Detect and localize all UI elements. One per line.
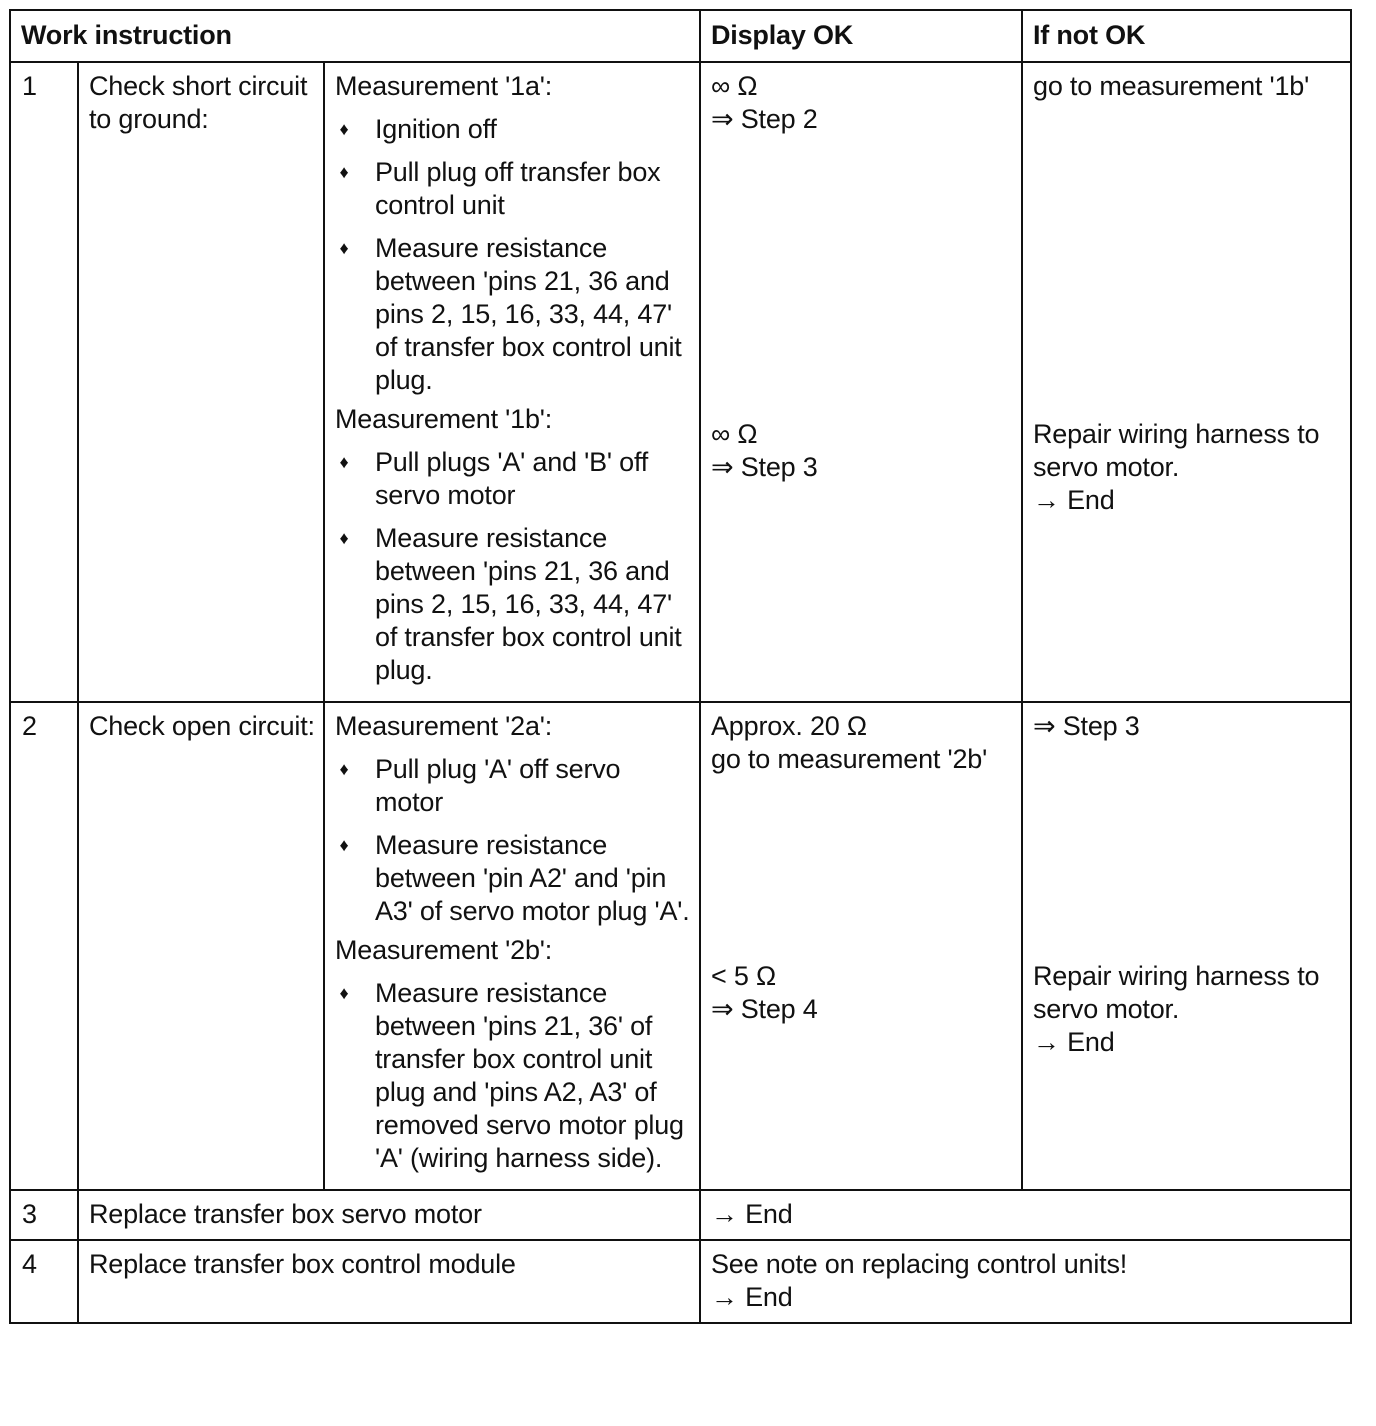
diamond-bullet-icon: ♦ [339, 528, 349, 548]
step-2-not-ok [1022, 702, 1351, 1190]
diamond-bullet-icon: ♦ [339, 759, 349, 779]
step-2-display-ok [700, 702, 1022, 1190]
list-item: ♦ Measure resistance between 'pin A2' and 'pin A3' of servo motor plug 'A'. [335, 829, 691, 928]
step-4-result [700, 1240, 1351, 1323]
step-3-result [700, 1190, 1351, 1240]
step-4-result-note: See note on replacing control units! [711, 1249, 1128, 1279]
list-item: ♦ Pull plugs 'A' and 'B' off servo motor [335, 446, 691, 512]
list-item: ♦ Pull plug 'A' off servo motor [335, 753, 691, 819]
header-if-not-ok: If not OK [1022, 10, 1351, 62]
step-3-instruction: Replace transfer box servo motor [78, 1190, 700, 1240]
not-ok-1b-end: → End [1033, 485, 1115, 515]
work-instruction-table [9, 9, 1352, 1324]
not-ok-2b-end: → End [1033, 1027, 1115, 1057]
step-2-measurements [324, 702, 700, 1190]
not-ok-2a: ⇒ Step 3 [1033, 711, 1140, 741]
measurement-1a-label: Measurement '1a': [335, 71, 553, 101]
step-3-number: 3 [10, 1190, 78, 1240]
display-ok-1b-next: ⇒ Step 3 [711, 452, 818, 482]
list-item: ♦ Measure resistance between 'pins 21, 36' of transfer box control unit plug and 'pins A2, A3' of removed servo motor plug 'A' (wiring harness side). [335, 977, 691, 1175]
display-ok-2b-value: < 5 Ω [711, 961, 776, 991]
not-ok-1a: go to measurement '1b' [1033, 71, 1310, 101]
header-row [10, 10, 1351, 62]
step-1-display-ok [700, 62, 1022, 702]
diamond-bullet-icon: ♦ [339, 162, 349, 182]
display-ok-1a-value: ∞ Ω [711, 71, 758, 101]
measurement-2b-label: Measurement '2b': [335, 935, 553, 965]
step-2-title: Check open circuit: [78, 702, 324, 1190]
step-4-row [10, 1240, 1351, 1323]
step-2-number: 2 [10, 702, 78, 1190]
measurement-1a-bullets [335, 113, 691, 397]
display-ok-1a-next: ⇒ Step 2 [711, 104, 818, 134]
list-item: ♦ Measure resistance between 'pins 21, 36 and pins 2, 15, 16, 33, 44, 47' of transfer box control unit plug. [335, 232, 691, 397]
display-ok-2a-value: Approx. 20 Ω [711, 711, 867, 741]
diamond-bullet-icon: ♦ [339, 835, 349, 855]
diamond-bullet-icon: ♦ [339, 983, 349, 1003]
display-ok-1b-value: ∞ Ω [711, 419, 758, 449]
not-ok-1b-text: Repair wiring harness to servo motor. [1033, 419, 1320, 482]
measurement-2a-bullets [335, 753, 691, 928]
display-ok-2b-next: ⇒ Step 4 [711, 994, 818, 1024]
step-4-result-end: → End [711, 1282, 793, 1312]
step-1-title: Check short circuit to ground: [78, 62, 324, 702]
step-1-row [10, 62, 1351, 702]
step-1-measurements [324, 62, 700, 702]
step-2-row [10, 702, 1351, 1190]
not-ok-2b-text: Repair wiring harness to servo motor. [1033, 961, 1320, 1024]
header-work-instruction: Work instruction [10, 10, 700, 62]
step-1-not-ok [1022, 62, 1351, 702]
step-3-row [10, 1190, 1351, 1240]
step-1-number: 1 [10, 62, 78, 702]
measurement-1b-bullets [335, 446, 691, 687]
step-4-number: 4 [10, 1240, 78, 1323]
diamond-bullet-icon: ♦ [339, 238, 349, 258]
diamond-bullet-icon: ♦ [339, 119, 349, 139]
list-item: ♦ Measure resistance between 'pins 21, 36 and pins 2, 15, 16, 33, 44, 47' of transfer box control unit plug. [335, 522, 691, 687]
diamond-bullet-icon: ♦ [339, 452, 349, 472]
list-item: ♦ Ignition off [335, 113, 691, 146]
list-item: ♦ Pull plug off transfer box control unit [335, 156, 691, 222]
display-ok-2a-next: go to measurement '2b' [711, 744, 988, 774]
step-3-result-line: → End [711, 1199, 793, 1229]
header-display-ok: Display OK [700, 10, 1022, 62]
measurement-2b-bullets [335, 977, 691, 1175]
step-4-instruction: Replace transfer box control module [78, 1240, 700, 1323]
measurement-1b-label: Measurement '1b': [335, 404, 553, 434]
measurement-2a-label: Measurement '2a': [335, 711, 553, 741]
